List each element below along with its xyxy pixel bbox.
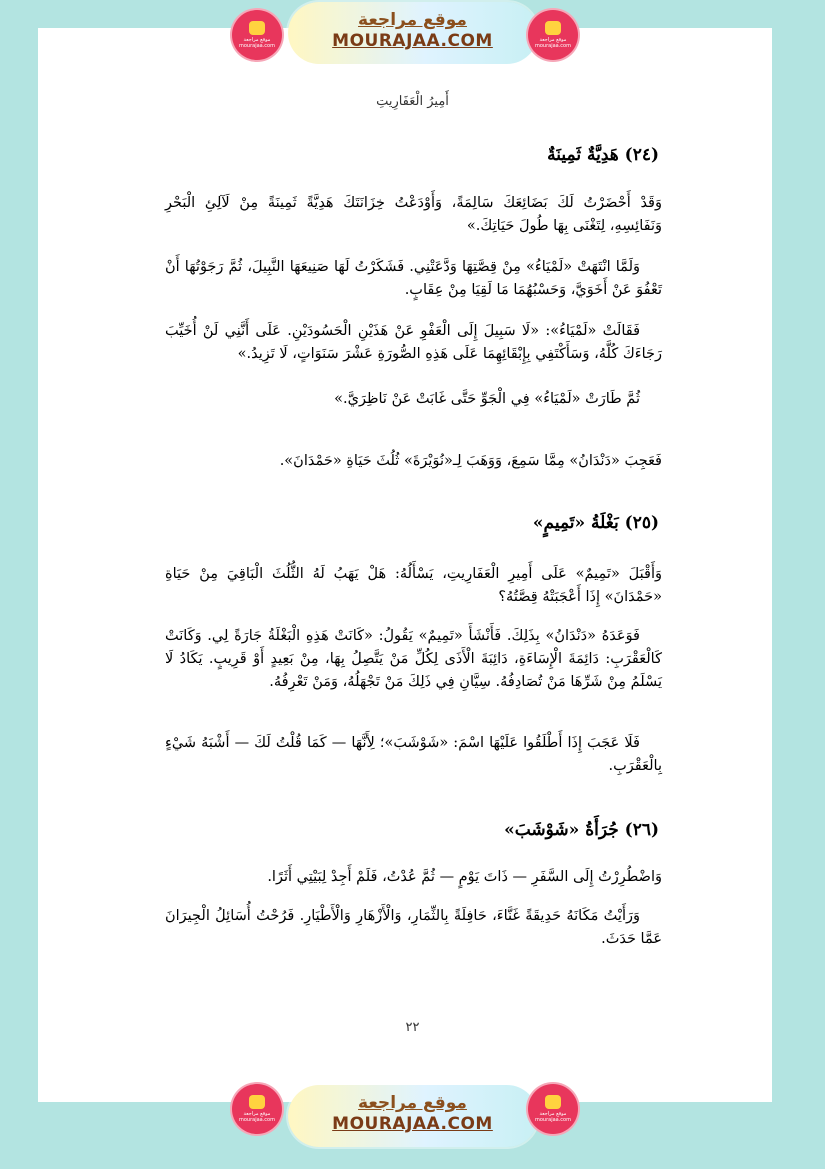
paragraph: وَاضْطُرِرْتُ إِلَى السَّفَرِ — ذَاتَ يَوْمٍ — ثُمَّ عُدْتُ، فَلَمْ أَجِدْ لِبَيْتِي أَثَرًا.: [267, 869, 662, 885]
paragraph: ثُمَّ طَارَتْ «لَمْيَاءُ» فِي الْجَوِّ حَتَّى غَابَتْ عَنْ نَاظِرَيَّ.»: [334, 391, 640, 407]
site-banner-top[interactable]: [288, 2, 538, 64]
seal-text: موقع مراجعة mourajaa.com: [238, 1111, 275, 1123]
site-banner-bottom[interactable]: [288, 1085, 538, 1147]
paragraph: فَعَجِبَ «دَنْدَانُ» مِمَّا سَمِعَ، وَوَهَبَ لِـ«نُوَيْرَةَ» ثُلُثَ حَيَاةِ «حَمْدَانَ».: [279, 453, 662, 469]
paragraph: وَقَدْ أَحْضَرْتُ لَكَ بَضَائِعَكَ سَالِمَةً، وَأَوْدَعْتُ خِزَانَتَكَ هَدِيَّةً ثَمِينَةً مِنْ لَآلِئِ الْبَحْرِ وَنَفَائِسِهِ، لِتَغْنَى بِهَا طُولَ حَيَاتِكَ.»: [165, 195, 662, 234]
paragraph: فَقَالَتْ «لَمْيَاءُ»: «لَا سَبِيلَ إِلَى الْعَفْوِ عَنْ هَذَيْنِ الْحَسُودَيْنِ. عَلَى أَنَّنِي لَنْ أُخَيِّبَ رَجَاءَكَ كُلَّهُ، وَسَأَكْتَفِي بِإِبْقَائِهِمَا عَلَى هَذِهِ الصُّورَةِ عَشْرَ سَنَوَاتٍ، لَا تَزِيدُ.»: [165, 323, 662, 362]
trophy-icon: [545, 21, 561, 35]
running-head: أَمِيرُ الْعَفَارِيتِ: [376, 94, 449, 109]
section-heading: (٢٦) جُرَأَةُ «شَوْشَبَ»: [504, 820, 659, 840]
site-name-ar[interactable]: موقع مراجعة: [358, 1093, 467, 1113]
page-number: ٢٢: [405, 1020, 420, 1035]
site-name-en[interactable]: MOURAJAA.COM: [332, 1114, 493, 1134]
seal-text: موقع مراجعة mourajaa.com: [534, 37, 571, 49]
paragraph: وَأَقْبَلَ «تَمِيمٌ» عَلَى أَمِيرِ الْعَفَارِيتِ، يَسْأَلُهُ: هَلْ يَهَبُ لَهُ الثُّلُثَ الْبَاقِيَ مِنْ حَيَاةِ «حَمْدَانَ» إِذَا أَعْجَبَتْهُ قِصَّتُهُ؟: [165, 566, 662, 605]
seal-text: موقع مراجعة mourajaa.com: [238, 37, 275, 49]
section-heading: (٢٤) هَدِيَّةٌ ثَمِينَةٌ: [547, 145, 659, 165]
section-heading: (٢٥) بَغْلَةُ «تَمِيمٍ»: [532, 513, 659, 533]
site-seal-logo[interactable]: [528, 1084, 578, 1134]
paragraph: فَوَعَدَهُ «دَنْدَانُ» بِذَلِكَ. فَأَنْشَأَ «تَمِيمٌ» يَقُولُ: «كَانَتْ هَذِهِ الْبَغْلَةُ جَارَةً لِي. وَكَانَتْ كَالْعَقْرَبِ: دَائِمَةَ الْإِسَاءَةِ، دَائِبَةَ الْأَذَى لِكُلِّ مَنْ يَتَّصِلُ بِهَا، مِنْ بَعِيدٍ أَوْ قَرِيبٍ. يَكَادُ لَا يَسْلَمُ مِنْ شَرِّهَا مَنْ تُصَادِفُهُ. سِيَّانِ فِي ذَلِكَ مَنْ تَجْهَلُهُ، وَمَنْ تَعْرِفُهُ.: [165, 628, 662, 690]
trophy-icon: [249, 1095, 265, 1109]
site-seal-logo[interactable]: [528, 10, 578, 60]
paragraph: وَرَأَيْتُ مَكَانَهُ حَدِيقَةً غَنَّاءَ، حَافِلَةً بِالثِّمَارِ، وَالْأَزْهَارِ وَالْأَطْيَارِ. فَرُحْتُ أُسَائِلُ الْجِيرَانَ عَمَّا حَدَثَ.: [165, 908, 662, 947]
site-name-ar[interactable]: موقع مراجعة: [358, 10, 467, 30]
paragraph: فَلَا عَجَبَ إِذَا أَطْلَقُوا عَلَيْهَا اسْمَ: «شَوْشَبَ»؛ لِأَنَّهَا — كَمَا قُلْتُ لَكَ — أَشْبَهُ شَيْءٍ بِالْعَقْرَبِ.: [165, 735, 662, 774]
site-seal-logo[interactable]: [232, 10, 282, 60]
trophy-icon: [545, 1095, 561, 1109]
paragraph: وَلَمَّا انْتَهَتْ «لَمْيَاءُ» مِنْ قِصَّتِهَا وَدَّعَتْنِي. فَشَكَرْتُ لَهَا صَنِيعَهَا النَّبِيلَ، ثُمَّ رَجَوْتُهَا أَنْ تَعْفُوَ عَنْ أَخَوَيَّ، وَحَسْبُهُمَا مَا لَقِيَا مِنْ عِقَابٍ.: [165, 259, 662, 298]
site-seal-logo[interactable]: [232, 1084, 282, 1134]
seal-text: موقع مراجعة mourajaa.com: [534, 1111, 571, 1123]
site-name-en[interactable]: MOURAJAA.COM: [332, 31, 493, 51]
trophy-icon: [249, 21, 265, 35]
